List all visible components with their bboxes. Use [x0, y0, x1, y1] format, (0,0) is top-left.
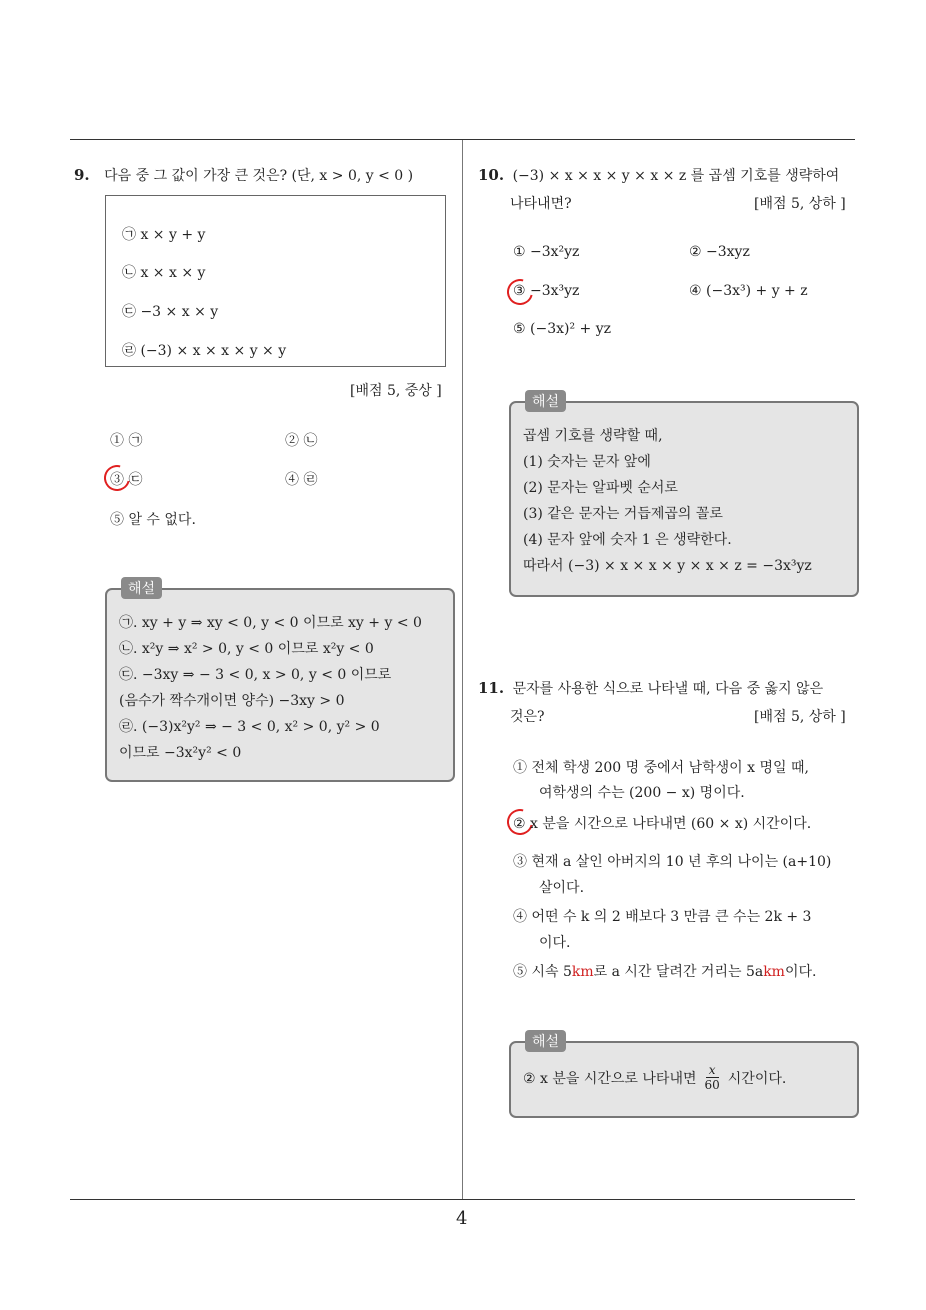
- q10-choice-2[interactable]: ② −3xyz: [689, 244, 750, 260]
- solution-label: 해설: [121, 577, 162, 599]
- question-text: 문자를 사용한 식으로 나타낼 때, 다음 중 옳지 않은: [512, 681, 824, 697]
- question-10: [478, 162, 839, 189]
- question-text: (−3) × x × x × y × x × z 를 곱셈 기호를 생략하여: [512, 168, 840, 184]
- q9-choice-4[interactable]: ④ ㉣: [285, 472, 318, 488]
- solution-line: (음수가 짝수개이면 양수) −3xy > 0: [119, 693, 345, 709]
- q11-choice-4[interactable]: ④ 어떤 수 k 의 2 배보다 3 만큼 큰 수는 2k + 3: [513, 909, 812, 925]
- solution-line: ㉣. (−3)x²y² ⇒ − 3 < 0, x² > 0, y² > 0: [119, 719, 380, 735]
- question-9: [74, 162, 413, 189]
- question-11: [478, 675, 823, 702]
- solution-line: 곱셈 기호를 생략할 때,: [523, 428, 663, 444]
- solution-text: ② x 분을 시간으로 나타내면: [523, 1070, 697, 1087]
- question-number: 9.: [74, 166, 90, 184]
- q11-choice-1[interactable]: ① 전체 학생 200 명 중에서 남학생이 x 명일 때,: [513, 760, 809, 776]
- q10-score: [배점 5, 상하 ]: [754, 196, 846, 212]
- q10-choice-5[interactable]: ⑤ (−3x)² + yz: [513, 321, 611, 337]
- question-text: 다음 중 그 값이 가장 큰 것은? (단, x > 0, y < 0 ): [104, 168, 414, 184]
- solution-line: [523, 1063, 786, 1092]
- bottom-rule: [70, 1199, 855, 1200]
- page-number: 4: [456, 1208, 468, 1229]
- question-text-cont: 나타내면?: [510, 196, 572, 212]
- box-item: ㉢ −3 × x × y: [122, 304, 219, 320]
- solution-line: (3) 같은 문자는 거듭제곱의 꼴로: [523, 506, 723, 522]
- q10-choice-4[interactable]: ④ (−3x³) + y + z: [689, 283, 808, 299]
- unit-km: km: [571, 964, 594, 980]
- solution-line: 따라서 (−3) × x × x × y × x × z = −3x³yz: [523, 558, 812, 574]
- solution-line: 이므로 −3x²y² < 0: [119, 745, 242, 761]
- question-number: 10.: [478, 166, 505, 184]
- q9-item-box: [105, 195, 446, 367]
- q9-choice-1[interactable]: ① ㉠: [110, 433, 143, 449]
- choice-text: 이다.: [784, 964, 817, 980]
- q11-choice-5[interactable]: [513, 961, 816, 981]
- solution-line: (1) 숫자는 문자 앞에: [523, 454, 651, 470]
- solution-line: (2) 문자는 알파벳 순서로: [523, 480, 678, 496]
- unit-km: km: [763, 964, 785, 980]
- choice-text: ⑤ 시속 5: [513, 964, 572, 980]
- q11-choice-3[interactable]: ③ 현재 a 살인 아버지의 10 년 후의 나이는 (a+10): [513, 854, 832, 870]
- solution-label: 해설: [525, 1030, 566, 1052]
- fraction: [705, 1063, 720, 1092]
- solution-line: ㉢. −3xy ⇒ − 3 < 0, x > 0, y < 0 이므로: [119, 667, 392, 683]
- q11-choice-2[interactable]: ② x 분을 시간으로 나타내면 (60 × x) 시간이다.: [513, 816, 812, 832]
- column-divider: [462, 140, 463, 1200]
- q9-choice-3[interactable]: ③ ㉢: [110, 472, 143, 488]
- q11-solution-box: [509, 1034, 859, 1118]
- q9-score: [배점 5, 중상 ]: [350, 383, 442, 399]
- solution-line: ㉡. x²y ⇒ x² > 0, y < 0 이므로 x²y < 0: [119, 641, 374, 657]
- q9-solution-box: [105, 581, 455, 782]
- solution-line: (4) 문자 앞에 숫자 1 은 생략한다.: [523, 532, 732, 548]
- q9-choice-2[interactable]: ② ㉡: [285, 433, 318, 449]
- question-text-cont: 것은?: [510, 709, 545, 725]
- q11-choice-1-cont: 여학생의 수는 (200 − x) 명이다.: [539, 785, 745, 801]
- solution-text: 시간이다.: [727, 1070, 787, 1087]
- fraction-denominator: 60: [704, 1078, 720, 1092]
- box-item: ㉠ x × y + y: [122, 227, 206, 243]
- box-item: ㉣ (−3) × x × x × y × y: [122, 343, 287, 359]
- q11-score: [배점 5, 상하 ]: [754, 709, 846, 725]
- box-item: ㉡ x × x × y: [122, 265, 206, 281]
- solution-line: ㉠. xy + y ⇒ xy < 0, y < 0 이므로 xy + y < 0: [119, 615, 422, 631]
- q9-choice-5[interactable]: ⑤ 알 수 없다.: [110, 512, 196, 528]
- q10-choice-1[interactable]: ① −3x²yz: [513, 244, 580, 260]
- q11-choice-4-cont: 이다.: [539, 935, 571, 951]
- q10-solution-box: [509, 394, 859, 597]
- q11-choice-3-cont: 살이다.: [539, 880, 585, 896]
- choice-text: 로 a 시간 달려간 거리는 5a: [593, 964, 764, 980]
- q10-choice-3[interactable]: ③ −3x³yz: [513, 283, 580, 299]
- solution-label: 해설: [525, 390, 566, 412]
- question-number: 11.: [478, 679, 505, 697]
- fraction-numerator: x: [706, 1063, 719, 1078]
